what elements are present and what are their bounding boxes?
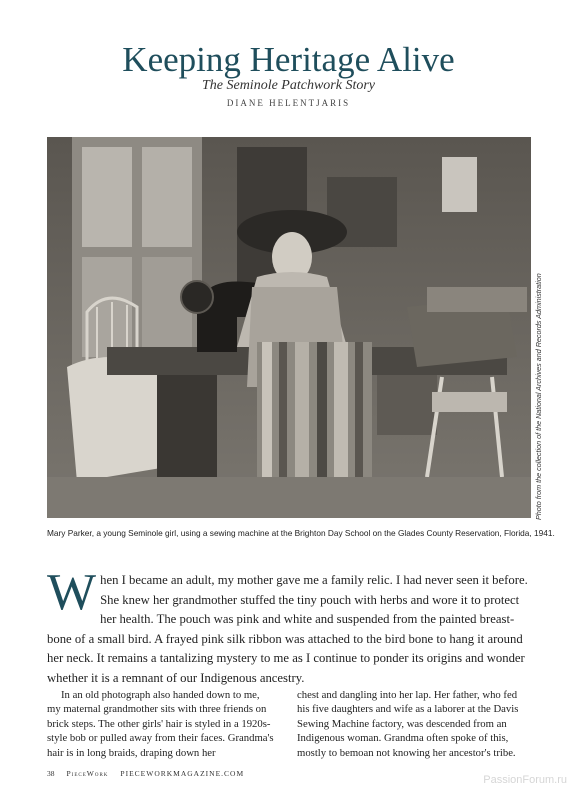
- page-number: 38: [47, 769, 55, 778]
- author-byline: DIANE HELENTJARIS: [226, 98, 351, 108]
- page-footer: [47, 769, 244, 778]
- body-paragraph: In an old photograph also handed down to me, my maternal grandmother sits with three friends on brick steps. The other girls' hair is styled in a 1920s-style bob or pulled away from their faces. Grandma's hair is in long braids, draping down her: [47, 689, 274, 759]
- historical-photo: [47, 137, 531, 518]
- watermark: PassionForum.ru: [483, 774, 567, 786]
- lead-text: hen I became an adult, my mother gave me a family relic. I had never seen it before. She knew her grandmother stuffed the tiny pouch with herbs and wore it to protect her health. The pouch was pink and white and suspended from the painted breast-bone of a small bird. A frayed pink silk ribbon was attached to the bird bone to hang it around her neck. It remains a tantalizing mystery to me as I continue to ponder its origins and wonder whether it is a remnant of our Indigenous ancestry.: [47, 573, 528, 685]
- lead-paragraph: [47, 564, 531, 688]
- article-title: Keeping Heritage Alive: [122, 40, 455, 79]
- drop-cap: W: [47, 564, 97, 621]
- article-subtitle: The Seminole Patchwork Story: [201, 78, 376, 93]
- photo-caption: Mary Parker, a young Seminole girl, using a sewing machine at the Brighton Day School on the Glades County Reservation, Florida, 1941.: [47, 528, 555, 538]
- body-paragraph: chest and dangling into her lap. Her father, who fed his five daughters and wife as a laborer at the Davis Sewing Machine factory, was descended from an Indigenous woman. Grandma often spoke of this, mostly to bemoan not knowing her ancestor's tribe.: [297, 689, 519, 759]
- body-column-left: [47, 688, 275, 760]
- magazine-website: PIECEWORKMAGAZINE.COM: [120, 769, 245, 778]
- body-column-right: [297, 688, 525, 760]
- photo-credit: Photo from the collection of the National Archives and Records Administration: [534, 273, 543, 520]
- photo-illustration: [47, 137, 531, 518]
- magazine-name: PieceWork: [66, 769, 109, 778]
